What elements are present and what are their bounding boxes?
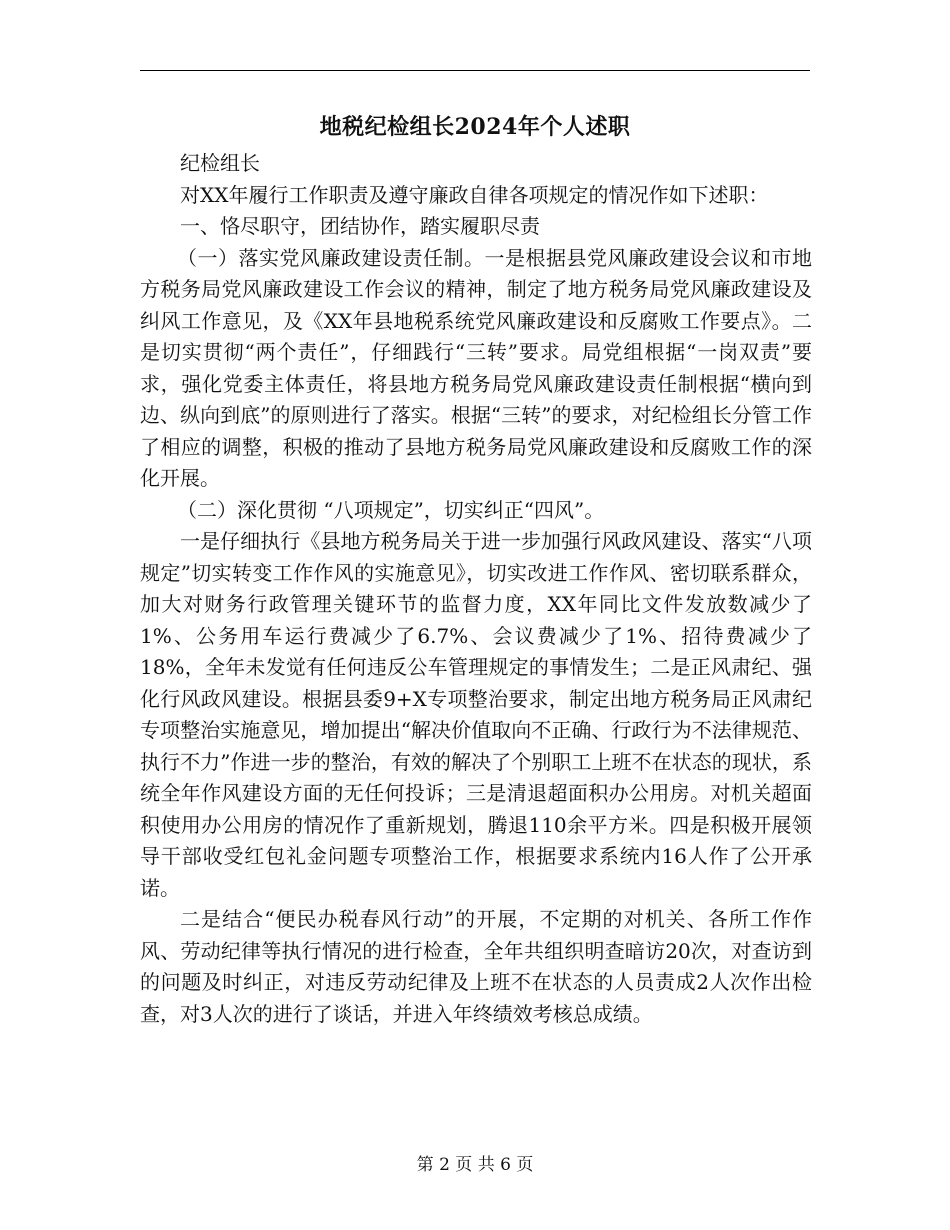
paragraph-subsection-2-item-2: 二是结合“便民办税春风行动”的开展，不定期的对机关、各所工作作风、劳动纪律等执行情况的进行检查，全年共组织明查暗访20次，对查访到的问题及时纠正，对违反劳动纪律及上班不在状态的人员责成2人次作出检查，对3人次的进行了谈话，并进入年终绩效考核总成绩。 [140, 907, 812, 1026]
page-number: 第 2 页 共 6 页 [416, 1155, 534, 1175]
paragraph-intro: 对XX年履行工作职责及遵守廉政自律各项规定的情况作如下述职： [180, 182, 769, 207]
subsection-heading-2: （二）深化贯彻 “八项规定”，切实纠正“四风”。 [177, 497, 605, 522]
paragraph-subsection-2-item-1: 一是仔细执行《县地方税务局关于进一步加强行风政风建设、落实“八项规定”切实转变工作作风的实施意见》，切实改进工作作风、密切联系群众，加大对财务行政管理关键环节的监督力度，XX年同比文件发放数减少了1%、公务用车运行费减少了6.7%、会议费减少了1%、招待费减少了18%，全年未发觉有任何违反公车管理规定的事情发生；二是正风肃纪、强化行风政风建设。根据县委9+X专项整治要求，制定出地方税务局正风肃纪专项整治实施意见，增加提出“解决价值取向不正确、行政行为不法律规范、执行不力”作进一步的整治，有效的解决了个别职工上班不在状态的现状，系统全年作风建设方面的无任何投诉；三是清退超面积办公用房。对机关超面积使用办公用房的情况作了重新规划，腾退110余平方米。四是积极开展领导干部收受红包礼金问题专项整治工作，根据要求系统内16人作了公开承诺。 [140, 529, 812, 900]
document-title: 地税纪检组长2024年个人述职 [319, 114, 631, 140]
header-rule [140, 70, 810, 71]
document-body [140, 148, 812, 1030]
paragraph-subsection-1: （一）落实党风廉政建设责任制。一是根据县党风廉政建设会议和市地方税务局党风廉政建设工作会议的精神，制定了地方税务局党风廉政建设及纠风工作意见，及《XX年县地税系统党风廉政建设和反腐败工作要点》。二是切实贯彻“两个责任”，仔细践行“三转”要求。局党组根据“一岗双责”要求，强化党委主体责任，将县地方税务局党风廉政建设责任制根据“横向到边、纵向到底”的原则进行了落实。根据“三转”的要求，对纪检组长分管工作了相应的调整，积极的推动了县地方税务局党风廉政建设和反腐败工作的深化开展。 [140, 245, 812, 490]
section-heading-1: 一、恪尽职守，团结协作，踏实履职尽责 [180, 214, 540, 238]
paragraph-addressee: 纪检组长 [180, 151, 260, 175]
